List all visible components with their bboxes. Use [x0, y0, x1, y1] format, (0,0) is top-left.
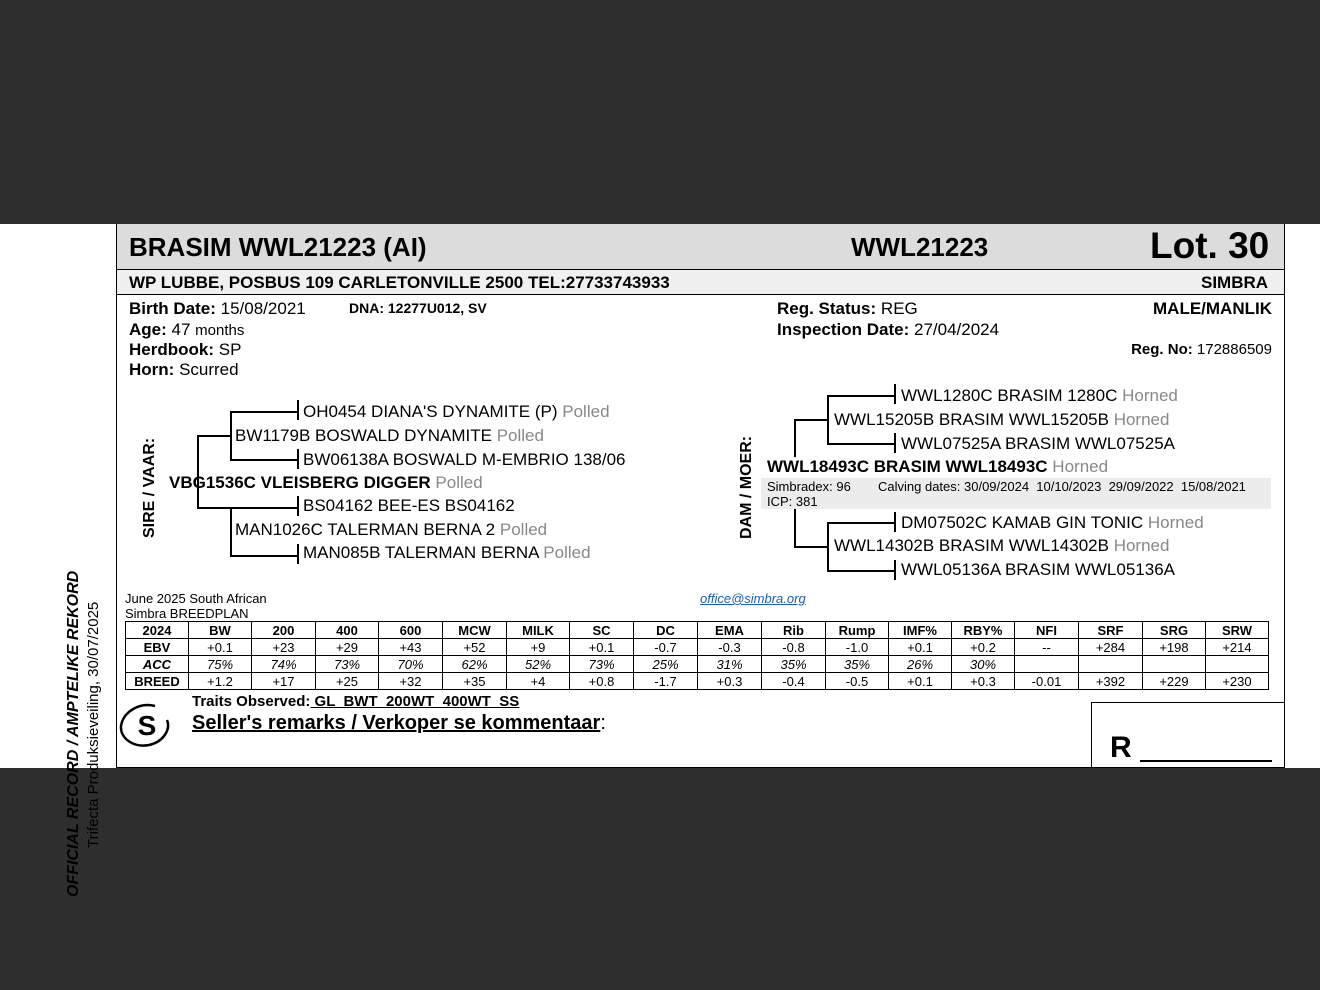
ebv-cell: -1.7 — [634, 673, 698, 690]
ebv-cell: 25% — [634, 656, 698, 673]
ebv-cell: +0.3 — [698, 673, 762, 690]
price-prefix: R — [1110, 731, 1132, 764]
sire-dam-sire: BS04162 BEE-ES BS04162 — [303, 496, 515, 515]
simbradex: Simbradex: 96 — [767, 479, 851, 494]
birth-date: Birth Date: 15/08/2021 — [129, 299, 306, 318]
ebv-cell: 600 — [379, 622, 443, 639]
ebv-cell: EBV — [126, 639, 189, 656]
ebv-cell: +0.3 — [952, 673, 1015, 690]
ebv-cell: -0.8 — [762, 639, 826, 656]
animal-name: BRASIM WWL21223 (AI) — [129, 232, 427, 262]
ebv-cell: -1.0 — [826, 639, 889, 656]
ebv-cell: IMF% — [889, 622, 952, 639]
ebv-cell: BREED — [126, 673, 189, 690]
dam-dam-sire: DM07502C KAMAB GIN TONIC Horned — [901, 513, 1204, 532]
dam-sire: WWL15205B BRASIM WWL15205B Horned — [834, 410, 1170, 429]
ebv-cell: Rump — [826, 622, 889, 639]
sire-label: SIRE / VAAR: — [141, 437, 158, 538]
ebv-cell: +43 — [379, 639, 443, 656]
dam-sire-sire: WWL1280C BRASIM 1280C Horned — [901, 386, 1178, 405]
ebv-cell: +17 — [252, 673, 316, 690]
dam-sire-dam: WWL07525A BRASIM WWL07525A — [901, 434, 1176, 453]
ebv-cell: 73% — [316, 656, 379, 673]
ebv-cell: +25 — [316, 673, 379, 690]
ebv-cell: -0.5 — [826, 673, 889, 690]
ebv-table — [125, 621, 1269, 690]
email-link[interactable]: office@simbra.org — [700, 591, 806, 606]
auction-label: Trifecta Produksieveiling, 30/07/2025 — [85, 601, 102, 848]
ebv-cell: MILK — [507, 622, 570, 639]
ebv-cell: NFI — [1015, 622, 1079, 639]
simbra-logo — [117, 698, 173, 754]
ebv-cell — [1143, 656, 1206, 673]
ebv-cell: 75% — [189, 656, 252, 673]
logo-letter: S — [137, 710, 157, 741]
ebv-cell: 200 — [252, 622, 316, 639]
ebv-cell: +230 — [1206, 673, 1269, 690]
sex: MALE/MANLIK — [1153, 299, 1272, 318]
ebv-cell: +4 — [507, 673, 570, 690]
dam-dam: WWL14302B BRASIM WWL14302B Horned — [834, 536, 1170, 555]
reg-status: Reg. Status: REG — [777, 299, 918, 318]
ebv-header-row — [126, 622, 1269, 639]
ebv-cell: +0.2 — [952, 639, 1015, 656]
seller-remarks: Seller's remarks / Verkoper se kommentaar: — [192, 712, 606, 734]
ebv-cell — [1206, 656, 1269, 673]
official-record-label: OFFICIAL RECORD / AMPTELIKE REKORD — [65, 570, 82, 897]
ebv-cell: +0.1 — [189, 639, 252, 656]
ebv-cell: DC — [634, 622, 698, 639]
icp: ICP: 381 — [767, 494, 818, 509]
animal-id: WWL21223 — [851, 232, 989, 262]
ebv-cell: +229 — [1143, 673, 1206, 690]
ebv-cell: 26% — [889, 656, 952, 673]
ebv-cell: +35 — [443, 673, 507, 690]
ebv-cell: -0.3 — [698, 639, 762, 656]
age: Age: 47 months — [129, 320, 245, 339]
dam-label: DAM / MOER: — [738, 435, 755, 539]
breed-name: SIMBRA — [1201, 273, 1269, 292]
sire-dam: MAN1026C TALERMAN BERNA 2 Polled — [235, 520, 548, 539]
sire-sire: BW1179B BOSWALD DYNAMITE Polled — [235, 426, 544, 445]
dam-dam-dam: WWL05136A BRASIM WWL05136A — [901, 560, 1176, 579]
herdbook: Herdbook: SP — [129, 340, 242, 359]
ebv-cell: +0.8 — [570, 673, 634, 690]
ebv-cell: +52 — [443, 639, 507, 656]
ebv-cell: +0.1 — [570, 639, 634, 656]
sire: VBG1536C VLEISBERG DIGGER Polled — [169, 473, 483, 492]
ebv-cell: -0.7 — [634, 639, 698, 656]
ebv-cell: +29 — [316, 639, 379, 656]
ebv-cell — [1015, 656, 1079, 673]
ebv-cell: -0.01 — [1015, 673, 1079, 690]
ebv-cell: 70% — [379, 656, 443, 673]
dam: WWL18493C BRASIM WWL18493C Horned — [767, 457, 1109, 476]
horn-status: Horn: Scurred — [129, 360, 239, 379]
ebv-cell: 74% — [252, 656, 316, 673]
reg-number: Reg. No: 172886509 — [1131, 341, 1272, 358]
ebv-cell: MCW — [443, 622, 507, 639]
calving-dates: Calving dates: 30/09/2024 10/10/2023 29/09/2022 15/08/2021 — [878, 479, 1246, 494]
ebv-cell: +392 — [1079, 673, 1143, 690]
ebv-cell: +284 — [1079, 639, 1143, 656]
ebv-row — [126, 639, 1269, 656]
ebv-cell: +0.1 — [889, 639, 952, 656]
ebv-cell: SRG — [1143, 622, 1206, 639]
ebv-cell: SRW — [1206, 622, 1269, 639]
ebv-cell: +23 — [252, 639, 316, 656]
ebv-cell: 35% — [826, 656, 889, 673]
dna-info: DNA: 12277U012, SV — [349, 300, 487, 316]
acc-row — [126, 656, 1269, 673]
ebv-cell: RBY% — [952, 622, 1015, 639]
ebv-cell: +32 — [379, 673, 443, 690]
sire-sire-sire: OH0454 DIANA'S DYNAMITE (P) Polled — [303, 402, 610, 421]
dam-performance-box — [761, 478, 1271, 509]
sire-sire-dam: BW06138A BOSWALD M-EMBRIO 138/06 — [303, 450, 626, 469]
ebv-cell: SRF — [1079, 622, 1143, 639]
ebv-cell: -- — [1015, 639, 1079, 656]
ebv-cell — [1079, 656, 1143, 673]
inspection-date: Inspection Date: 27/04/2024 — [777, 320, 1000, 339]
ebv-cell: ACC — [126, 656, 189, 673]
price-box — [1091, 702, 1284, 768]
ebv-cell: BW — [189, 622, 252, 639]
ebv-cell: 31% — [698, 656, 762, 673]
ebv-cell: +9 — [507, 639, 570, 656]
owner-bar — [117, 270, 1284, 295]
ebv-cell: 2024 — [126, 622, 189, 639]
ebv-cell: EMA — [698, 622, 762, 639]
ebv-cell: +1.2 — [189, 673, 252, 690]
title-bar — [117, 224, 1284, 270]
lot-number: Lot. 30 — [1150, 225, 1270, 266]
breed-row — [126, 673, 1269, 690]
catalogue-sheet — [0, 224, 1320, 897]
breedplan-line1: June 2025 South African — [125, 591, 267, 606]
ebv-cell: 52% — [507, 656, 570, 673]
ebv-cell: 30% — [952, 656, 1015, 673]
ebv-cell: 35% — [762, 656, 826, 673]
lot-card — [116, 224, 1285, 768]
breedplan-line2: Simbra BREEDPLAN — [125, 606, 249, 621]
ebv-cell: Rib — [762, 622, 826, 639]
ebv-cell: 400 — [316, 622, 379, 639]
ebv-cell: -0.4 — [762, 673, 826, 690]
ebv-cell: 73% — [570, 656, 634, 673]
sire-dam-dam: MAN085B TALERMAN BERNA Polled — [303, 543, 591, 562]
owner-address: WP LUBBE, POSBUS 109 CARLETONVILLE 2500 TEL:27733743933 — [129, 273, 670, 292]
ebv-cell: SC — [570, 622, 634, 639]
ebv-cell: +198 — [1143, 639, 1206, 656]
ebv-cell: +0.1 — [889, 673, 952, 690]
ebv-cell: 62% — [443, 656, 507, 673]
ebv-cell: +214 — [1206, 639, 1269, 656]
traits-observed: Traits Observed: GL BWT 200WT 400WT SS — [192, 693, 520, 710]
price-line[interactable] — [1140, 760, 1272, 762]
